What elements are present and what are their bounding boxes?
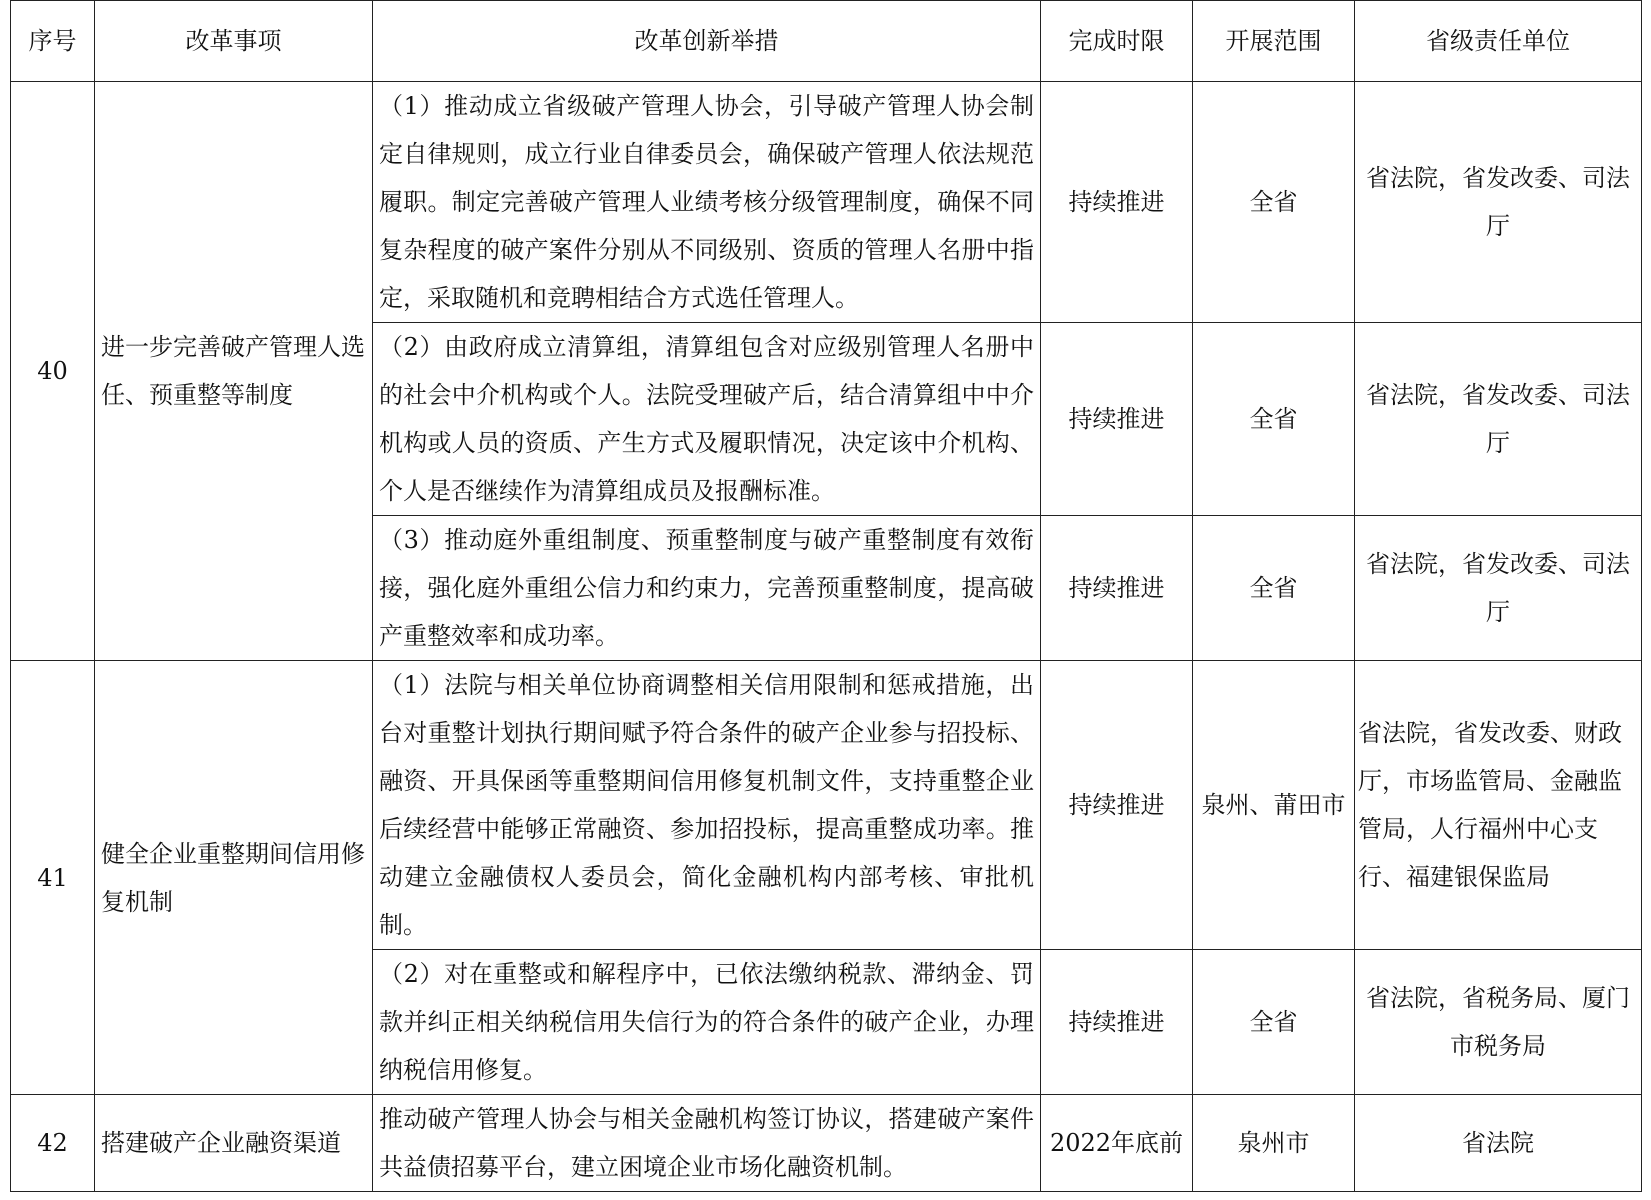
reform-item: 健全企业重整期间信用修复机制 <box>95 661 373 1095</box>
row-number: 42 <box>11 1095 95 1192</box>
header-units: 省级责任单位 <box>1355 1 1642 82</box>
responsible-units: 省法院 <box>1355 1095 1642 1192</box>
header-measure: 改革创新举措 <box>373 1 1041 82</box>
header-item: 改革事项 <box>95 1 373 82</box>
row-number: 40 <box>11 82 95 661</box>
scope: 泉州市 <box>1193 1095 1355 1192</box>
responsible-units: 省法院，省发改委、司法厅 <box>1355 516 1642 661</box>
responsible-units: 省法院，省发改委、财政厅，市场监管局、金融监管局，人行福州中心支行、福建银保监局 <box>1355 661 1642 950</box>
row-number: 41 <box>11 661 95 1095</box>
reform-measure: 推动破产管理人协会与相关金融机构签订协议，搭建破产案件共益债招募平台，建立困境企业市场化融资机制。 <box>373 1095 1041 1192</box>
header-row <box>11 1 1642 82</box>
header-scope: 开展范围 <box>1193 1 1355 82</box>
scope: 全省 <box>1193 82 1355 323</box>
scope: 全省 <box>1193 950 1355 1095</box>
deadline: 2022年底前 <box>1041 1095 1193 1192</box>
reform-measure: （3）推动庭外重组制度、预重整制度与破产重整制度有效衔接，强化庭外重组公信力和约束力，完善预重整制度，提高破产重整效率和成功率。 <box>373 516 1041 661</box>
responsible-units: 省法院，省发改委、司法厅 <box>1355 82 1642 323</box>
deadline: 持续推进 <box>1041 323 1193 516</box>
reform-measures-table <box>10 0 1642 1192</box>
table-row <box>11 82 1642 323</box>
reform-item: 搭建破产企业融资渠道 <box>95 1095 373 1192</box>
responsible-units: 省法院，省税务局、厦门市税务局 <box>1355 950 1642 1095</box>
reform-measure: （1）推动成立省级破产管理人协会，引导破产管理人协会制定自律规则，成立行业自律委员会，确保破产管理人依法规范履职。制定完善破产管理人业绩考核分级管理制度，确保不同复杂程度的破产案件分别从不同级别、资质的管理人名册中指定，采取随机和竞聘相结合方式选任管理人。 <box>373 82 1041 323</box>
reform-measure: （1）法院与相关单位协商调整相关信用限制和惩戒措施，出台对重整计划执行期间赋予符合条件的破产企业参与招投标、融资、开具保函等重整期间信用修复机制文件，支持重整企业后续经营中能够正常融资、参加招投标，提高重整成功率。推动建立金融债权人委员会，简化金融机构内部考核、审批机制。 <box>373 661 1041 950</box>
table-row <box>11 661 1642 950</box>
header-deadline: 完成时限 <box>1041 1 1193 82</box>
deadline: 持续推进 <box>1041 950 1193 1095</box>
scope: 泉州、莆田市 <box>1193 661 1355 950</box>
reform-measure: （2）对在重整或和解程序中，已依法缴纳税款、滞纳金、罚款并纠正相关纳税信用失信行为的符合条件的破产企业，办理纳税信用修复。 <box>373 950 1041 1095</box>
reform-measure: （2）由政府成立清算组，清算组包含对应级别管理人名册中的社会中介机构或个人。法院受理破产后，结合清算组中中介机构或人员的资质、产生方式及履职情况，决定该中介机构、个人是否继续作为清算组成员及报酬标准。 <box>373 323 1041 516</box>
scope: 全省 <box>1193 323 1355 516</box>
deadline: 持续推进 <box>1041 661 1193 950</box>
deadline: 持续推进 <box>1041 516 1193 661</box>
scope: 全省 <box>1193 516 1355 661</box>
table-row <box>11 1095 1642 1192</box>
reform-item: 进一步完善破产管理人选任、预重整等制度 <box>95 82 373 661</box>
header-no: 序号 <box>11 1 95 82</box>
responsible-units: 省法院，省发改委、司法厅 <box>1355 323 1642 516</box>
deadline: 持续推进 <box>1041 82 1193 323</box>
